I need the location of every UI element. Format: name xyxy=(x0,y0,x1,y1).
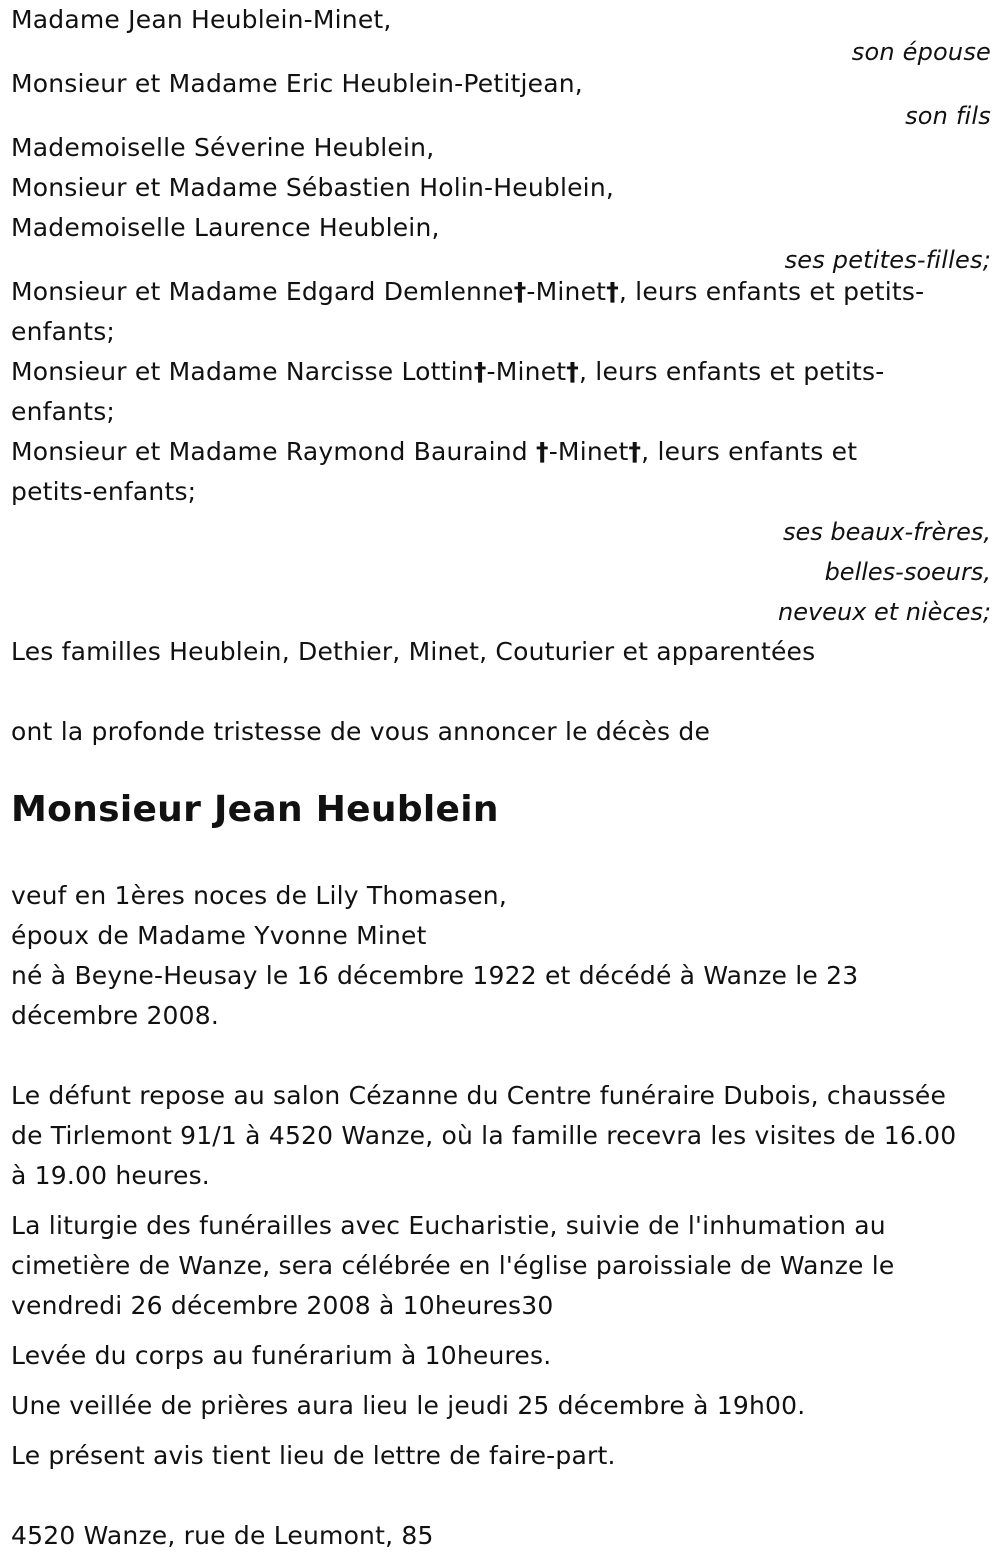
deceased-detail-4: décembre 2008. xyxy=(11,1001,220,1030)
cross-icon: † xyxy=(606,277,619,306)
cross-icon: † xyxy=(628,437,642,466)
liturgy-2: cimetière de Wanze, sera célébrée en l'église paroissiale de Wanze le xyxy=(11,1251,895,1280)
deceased-detail-1: veuf en 1ères noces de Lily Thomasen, xyxy=(11,881,507,910)
inlaw-3-line2: petits-enfants; xyxy=(11,477,197,506)
announcement: ont la profonde tristesse de vous annoncer le décès de xyxy=(11,717,711,746)
cross-icon: † xyxy=(513,277,527,306)
veillee: Une veillée de prières aura lieu le jeudi 25 décembre à 19h00. xyxy=(11,1391,806,1420)
address: 4520 Wanze, rue de Leumont, 85 xyxy=(11,1521,434,1550)
obituary-notice xyxy=(11,0,991,1556)
spouse-name: Madame Jean Heublein-Minet, xyxy=(11,5,392,34)
inlaw-2-line2: enfants; xyxy=(11,397,116,426)
inlaws-role-1: ses beaux-frères, xyxy=(782,518,991,546)
repose-3: à 19.00 heures. xyxy=(11,1161,210,1190)
son-name: Monsieur et Madame Eric Heublein-Petitjean, xyxy=(11,69,583,98)
inlaws-role-2: belles-soeurs, xyxy=(824,558,991,586)
granddaughter-2: Monsieur et Madame Sébastien Holin-Heublein, xyxy=(11,173,615,202)
cross-icon: † xyxy=(566,357,579,386)
levee: Levée du corps au funérarium à 10heures. xyxy=(11,1341,552,1370)
cross-icon: † xyxy=(473,357,487,386)
cross-icon: † xyxy=(536,437,549,466)
spouse-role: son épouse xyxy=(851,38,991,66)
inlaw-2-line1: Monsieur et Madame Narcisse Lottin†-Minet†, leurs enfants et petits- xyxy=(11,357,885,386)
deceased-detail-2: époux de Madame Yvonne Minet xyxy=(11,921,427,950)
granddaughters-role: ses petites-filles; xyxy=(784,246,991,274)
families-line: Les familles Heublein, Dethier, Minet, Couturier et apparentées xyxy=(11,637,816,666)
inlaws-roles xyxy=(11,512,991,632)
granddaughter-1: Mademoiselle Séverine Heublein, xyxy=(11,133,435,162)
notice: Le présent avis tient lieu de lettre de faire-part. xyxy=(11,1441,616,1470)
inlaw-1-line1: Monsieur et Madame Edgard Demlenne†-Minet†, leurs enfants et petits- xyxy=(11,277,925,306)
inlaw-1-line2: enfants; xyxy=(11,317,116,346)
deceased-name: Monsieur Jean Heublein xyxy=(11,789,499,830)
liturgy-1: La liturgie des funérailles avec Eucharistie, suivie de l'inhumation au xyxy=(11,1211,886,1240)
repose-1: Le défunt repose au salon Cézanne du Centre funéraire Dubois, chaussée xyxy=(11,1081,947,1110)
granddaughter-3: Mademoiselle Laurence Heublein, xyxy=(11,213,440,242)
repose-2: de Tirlemont 91/1 à 4520 Wanze, où la famille recevra les visites de 16.00 xyxy=(11,1121,957,1150)
inlaw-3-line1: Monsieur et Madame Raymond Bauraind †-Minet†, leurs enfants et xyxy=(11,437,858,466)
son-role: son fils xyxy=(905,102,991,130)
liturgy-3: vendredi 26 décembre 2008 à 10heures30 xyxy=(11,1291,554,1320)
inlaws-role-3: neveux et nièces; xyxy=(778,598,991,626)
deceased-detail-3: né à Beyne-Heusay le 16 décembre 1922 et décédé à Wanze le 23 xyxy=(11,961,859,990)
